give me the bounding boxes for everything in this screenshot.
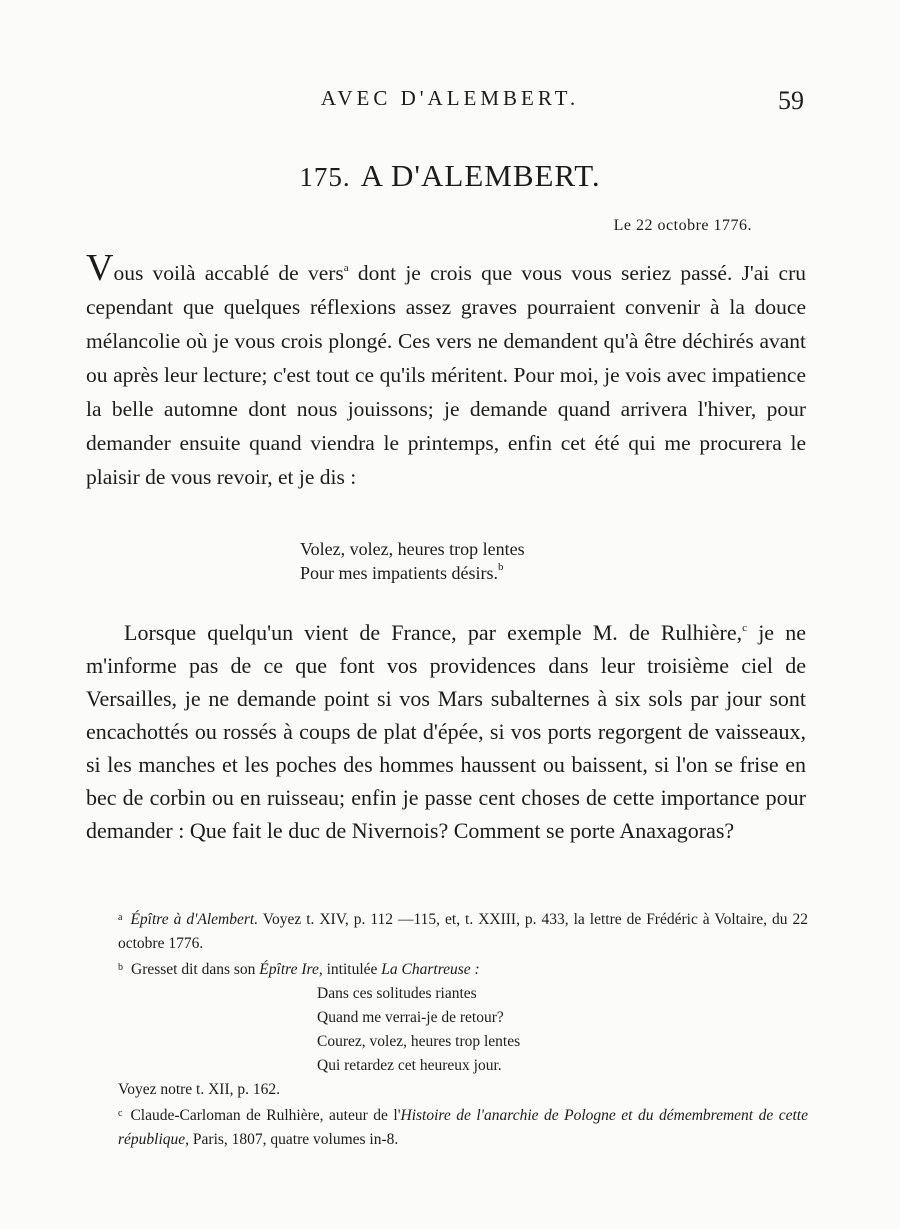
footnote-a-title: Épître à d'Alembert. <box>130 911 259 928</box>
running-head: AVEC D'ALEMBERT. <box>320 86 580 110</box>
footnote-b-verse-4: Qui retardez cet heureux jour. <box>317 1057 502 1074</box>
verse-line-2-text: Pour mes impatients désirs. <box>300 563 498 583</box>
footnote-b-mid: intitulée <box>322 961 382 978</box>
footnote-a-text: Voyez t. XIV, p. 112 —115, et, t. XXIII, p. 433, la lettre de Frédéric à Voltaire, du 22 octobre 1776. <box>118 911 808 952</box>
footnote-a <box>118 906 808 956</box>
footnote-b-mark: b <box>118 962 123 973</box>
paragraph-1 <box>86 247 807 494</box>
footnote-b-title: Épître Ire, <box>259 961 323 978</box>
drop-cap: V <box>86 247 114 289</box>
verse-line-2 <box>300 561 525 585</box>
verse-line-1: Volez, volez, heures trop lentes <box>300 539 525 559</box>
paragraph-2-text-a: Lorsque quelqu'un vient de France, par exemple M. de Rulhière, <box>124 620 743 645</box>
footnote-c-work: Histoire de l'anarchie de Pologne et du démembrement de cette république, <box>118 1107 808 1148</box>
footnote-b-verse-2: Quand me verrai-je de retour? <box>317 1009 504 1026</box>
letter-date: Le 22 octobre 1776. <box>613 217 752 234</box>
letter-number: 175. <box>299 162 351 192</box>
footnote-b-verse-3: Courez, volez, heures trop lentes <box>317 1033 521 1050</box>
footnote-ref-c[interactable]: c <box>742 622 748 634</box>
footnote-ref-b[interactable]: b <box>497 561 504 573</box>
letter-title <box>0 158 900 194</box>
footnote-c-text: Paris, 1807, quatre volumes in-8. <box>189 1131 399 1148</box>
footnote-b <box>118 956 808 982</box>
footnote-b-verse-1: Dans ces solitudes riantes <box>317 985 477 1002</box>
paragraph-1-text-a: ous voilà accablé de vers <box>113 261 344 285</box>
page-number: 59 <box>778 86 804 115</box>
footnotes <box>118 906 808 1152</box>
paragraph-2 <box>86 616 806 847</box>
footnote-b-ref: Voyez notre t. XII, p. 162. <box>118 1081 281 1098</box>
letter-title-text: A D'ALEMBERT. <box>360 158 601 193</box>
footnote-b-verses <box>317 982 808 1078</box>
footnote-c-intro: Claude-Carloman de Rulhière, auteur de l' <box>130 1107 401 1124</box>
footnote-a-mark: a <box>118 912 123 923</box>
footnote-c <box>118 1102 808 1152</box>
footnote-c-mark: c <box>118 1108 123 1119</box>
footnote-b-work: La Chartreuse : <box>381 961 480 978</box>
paragraph-1-text-b: dont je crois que vous vous seriez passé. J'ai cru cependant que quelques réflexions assez graves pourraient convenir à la douce mélancolie où je vous crois plongé. Ces vers ne demandent qu'à être déchirés avant ou après leur lecture; c'est tout ce qu'ils méritent. Pour moi, je vois avec impatience la belle automne dont nous jouissons; je demande quand arrivera l'hiver, pour demander ensuite quand viendra le printemps, enfin cet été qui me procurera le plaisir de vous revoir, et je dis : <box>86 261 807 489</box>
paragraph-2-text-b: je ne m'informe pas de ce que font vos providences dans leur troisième ciel de Versailles, je ne demande point si vos Mars subalternes à six sols par jour sont encachottés ou rossés à coups de plat d'épée, si vos ports regorgent de vaisseaux, si les manches et les poches des hommes haussent ou baissent, si l'on se frise en bec de corbin ou en ruisseau; enfin je passe cent choses de cette importance pour demander : Que fait le duc de Nivernois? Comment se porte Anaxagoras? <box>86 620 806 843</box>
footnote-ref-a[interactable]: a <box>343 262 349 274</box>
verse-quote <box>300 537 525 585</box>
footnote-b-intro: Gresset dit dans son <box>131 961 260 978</box>
